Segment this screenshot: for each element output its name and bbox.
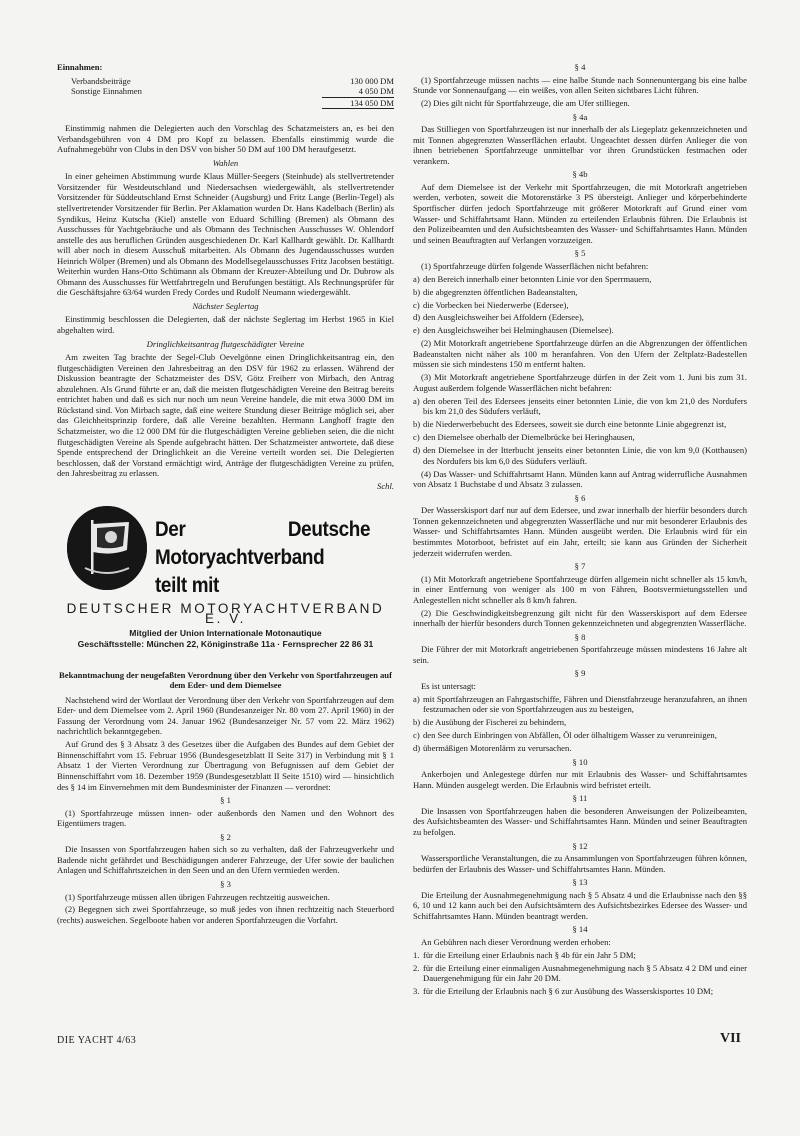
section-number: § 5 bbox=[574, 248, 586, 259]
subheading-wahlen: Wahlen bbox=[212, 157, 239, 168]
paragraph: Die Führer der mit Motorkraft angetriebenen Sportfahrzeuge müssen mindestens 16 Jahre alt sein. bbox=[413, 644, 747, 665]
list-item: b) die Niederwerbebucht des Edersees, soweit sie durch eine betonnte Linie abgegrenzt ist, bbox=[413, 419, 727, 430]
income-row: Verbandsbeiträge 130 000 DM bbox=[71, 75, 394, 86]
banner-title: Der Deutsche Motoryachtverband teilt mit bbox=[155, 517, 371, 597]
list-item: d) übermäßigen Motorenlärm zu verursachen. bbox=[413, 743, 572, 754]
paragraph: (1) Sportfahrzeuge müssen nachts — eine halbe Stunde nach Sonnenuntergang bis eine halbe Stunde vor Sonnenaufgang — ein weißes, von allen Seiten sichtbares Licht führen. bbox=[413, 74, 747, 96]
section-number: § 1 bbox=[220, 795, 231, 806]
paragraph: (1) Sportfahrzeuge müssen innen- oder außenbords den Namen und den Wohnort des Eigentümers tragen. bbox=[57, 807, 394, 829]
left-column bbox=[57, 58, 394, 928]
paragraph: (2) Dies gilt nicht für Sportfahrzeuge, die am Ufer stilliegen. bbox=[421, 98, 630, 109]
paragraph: Der Wasserskisport darf nur auf dem Edersee, und zwar innerhalb der hierfür besonders durch Tonnen gekennzeichneten und abgegrenzten Wasserfläche und nur mit besonderer Erlaubnis des Wasser- und Schiffahrtsamtes Hann. Münden ausgeübt werden. Die Erlaubnis wird für ein bestimmtes Motorboot, befristet auf ein Jahr, erteilt; sie kann aus Gründen der Sicherheit jederzeit widerrufen werden. bbox=[413, 505, 747, 558]
paragraph: Einstimmig beschlossen die Delegierten, daß der nächste Seglertag im Herbst 1965 in Kiel abgehalten wird. bbox=[57, 314, 394, 336]
author-signature: Schl. bbox=[377, 481, 394, 492]
paragraph: Auf dem Diemelsee ist der Verkehr mit Sportfahrzeugen, die mit Motorkraft angetrieben werden, verboten, soweit die Motorenstärke 3 PS übersteigt. Anlieger und körperbehinderte Sportfischer dürfen jedoch Sportfahrzeuge mit größerer Motorkraft auf Grund einer vom Wasser- und Schiffahrtsamt Hann. Münden zu erteilenden Erlaubnis führen. Die Erlaubnis ist den Polizeibeamten und den Aufsichtsbeamten des Wasser- und Schiffahrtsamtes Hann. Münden und seinen Beauftragten auf Verlangen vorzuzeigen. bbox=[413, 181, 747, 245]
section-number: § 4 bbox=[574, 62, 586, 72]
paragraph: An Gebühren nach dieser Verordnung werden erhoben: bbox=[421, 936, 611, 947]
section-number: § 2 bbox=[220, 831, 231, 842]
section-number: § 10 bbox=[572, 756, 588, 767]
paragraph: (2) Die Geschwindigkeitsbegrenzung gilt nicht für den Wasserskisport auf dem Edersee innerhalb der hierfür besonders durch Tonnen gekennzeichneten und abgegrenzten Wasserfläche. bbox=[413, 607, 747, 629]
section-number: § 11 bbox=[572, 793, 588, 804]
list-item: b) die Ausübung der Fischerei zu behindern, bbox=[413, 717, 567, 728]
paragraph: (1) Sportfahrzeuge müssen allen übrigen Fahrzeugen rechtzeitig ausweichen. bbox=[65, 891, 330, 902]
list-item: c) die Vorbecken bei Niederwerbe (Edersee), bbox=[413, 299, 569, 310]
section-number: § 6 bbox=[574, 492, 586, 503]
right-column bbox=[413, 62, 747, 999]
organization-address: Geschäftsstelle: München 22, Königinstraße 11a · Fernsprecher 22 86 31 bbox=[77, 638, 374, 649]
paragraph: Nachstehend wird der Wortlaut der Verordnung über den Verkehr von Sportfahrzeugen auf dem Eder- und dem Diemelsee vom 2. April 1960 (Bundesanzeiger Nr. 80 vom 27. April 1960) in der Fassung der Verordnung vom 24. Januar 1962 (Bundesanzeiger Nr. 57 vom 22. März 1962) nachrichtlich bekanntgegeben. bbox=[57, 694, 394, 737]
subheading-dringlichkeit: Dringlichkeitsantrag flutgeschädigter Vereine bbox=[146, 338, 305, 349]
paragraph: (1) Sportfahrzeuge dürfen folgende Wasserflächen nicht befahren: bbox=[421, 260, 649, 271]
announcement-title: Bekanntmachung der neugefaßten Verordnung über den Verkehr von Sportfahrzeugen auf dem Eder- und dem Diemelsee bbox=[59, 669, 392, 691]
section-number: § 14 bbox=[572, 924, 588, 935]
income-total-row: 134 050 DM bbox=[57, 97, 394, 110]
organization-name: DEUTSCHER MOTORYACHTVERBAND E. V. bbox=[66, 600, 385, 627]
paragraph: (4) Das Wasser- und Schiffahrtsamt Hann. Münden kann auf Antrag widerrufliche Ausnahmen von Absatz 1 Buchstabe d und Absatz 3 zulassen. bbox=[413, 468, 747, 490]
paragraph: Die Insassen von Sportfahrzeugen haben sich so zu verhalten, daß der Fahrzeugverkehr und Badende nicht gefährdet und Beschädigungen anderer Fahrzeuge, der Ufer sowie der baulichen Anlagen und Schiffahrtszeichen in den Seen und an den Ufern vermieden werden. bbox=[57, 844, 394, 876]
paragraph: (2) Begegnen sich zwei Sportfahrzeuge, so muß jedes von ihnen rechtzeitig nach Steuerbord (rechts) ausweichen. Segelboote haben vor anderen Sportfahrzeugen die Vorfahrt. bbox=[57, 904, 394, 925]
paragraph: Es ist untersagt: bbox=[421, 680, 476, 691]
list-item: b) die abgegrenzten öffentlichen Badeanstalten, bbox=[413, 286, 578, 297]
list-item: a) mit Sportfahrzeugen an Fahrgastschiffe, Fähren und Dienstfahrzeuge heranzufahren, an ihnen festzumachen oder sie von Sportfahrzeugen aus zu besteigen, bbox=[413, 693, 747, 715]
list-item: a) den oberen Teil des Edersees jenseits einer betonnten Linie, die von km 21,0 des Nordufers bis km 21,0 des Südufers verläuft, bbox=[413, 395, 747, 417]
list-item: c) den See durch Einbringen von Abfällen, Öl oder ölhaltigem Wasser zu verunreinigen, bbox=[413, 730, 717, 741]
dmyv-banner bbox=[57, 504, 394, 598]
section-number: § 13 bbox=[572, 877, 588, 888]
list-item: d) den Diemelsee in der Itterbucht jenseits einer betonnten Linie, die von km 9,0 (Kotthausen) des Nordufers bis km 6,0 des Südufers verläuft. bbox=[413, 445, 747, 466]
paragraph: (1) Mit Motorkraft angetriebene Sportfahrzeuge dürfen allgemein nicht schneller als 15 km/h, in einer Entfernung von weniger als 100 m von Fähren, Bootsvermietungsstellen und Anlegestellen nicht schneller als 8 km/h fahren. bbox=[413, 573, 747, 605]
subheading-seglertag: Nächster Seglertag bbox=[192, 300, 259, 311]
list-item: 3. für die Erteilung der Erlaubnis nach § 6 zur Ausübung des Wasserskisportes 10 DM; bbox=[413, 986, 714, 997]
paragraph: In einer geheimen Abstimmung wurde Klaus Müller-Seegers (Steinhude) als stellvertretender Vorsitzender für Westdeutschland und Niedersachsen wiedergewählt, als stellvertretender Vorsitzender für Süddeutschland Ernst Schneider (Augsburg) und Fritz Lange (Berlin-Tegel) als stellvertretender Vorsitzender für Berlin. Per Aklamation wurden Dr. Hans Kadelbach (Berlin) als Syndikus, Heinz Kutscha (Kiel) anstelle von Eduard Schilling (Bremen) als Obmann des Ausschusses für Yachtgebräuche und als Obmann des Technischen Ausschusses W. Ohlendorf anstelle des aus beruflichen Gründen ausgeschiedenen Dr. Karl Kallhardt gewählt. Dr. Kallhardt will aber noch in diesem Ausschuß mitarbeiten. Als Obmann des Jugendausschusses wurden Heinrich Wölper (Bremen) und als Obmann des Modellsegelausschusses Fritz Jacobsen bestätigt. Weiterhin wurden Hans-Otto Schümann als Obmann der Kreuzer-Abteilung und Dr. Dubrow als Obmann des Ausschusses für Wettfahrtregeln und Berufungen bestätigt. Als Rechnungsprüfer für die Geschäftsjahre 63/64 wurden Fredy Cordes und Rudolf Neumann wiedergewählt. bbox=[57, 171, 394, 298]
paragraph: Die Erteilung der Ausnahmegenehmigung nach § 5 Absatz 4 und die Erlaubnisse nach den §§ 6, 10 und 12 kann auch bei den Aufsichtsämtern des Aufsichtsbezirkes Edersee des Wasser- und Schiffahrtsamtes Hann. Münden beantragt werden. bbox=[413, 889, 747, 921]
paragraph: (3) Mit Motorkraft angetriebene Sportfahrzeuge dürfen in der Zeit vom 1. Juni bis zum 31. August außerdem folgende Wasserflächen nicht befahren: bbox=[413, 372, 747, 393]
bleed-through-margin bbox=[395, 10, 409, 1060]
list-item: 1. für die Erteilung einer Erlaubnis nach § 4b für ein Jahr 5 DM; bbox=[413, 949, 636, 960]
dmyv-logo bbox=[67, 506, 147, 590]
page-number: VII bbox=[720, 1031, 742, 1046]
section-number: § 12 bbox=[572, 840, 588, 851]
paragraph: Am zweiten Tag brachte der Segel-Club Oevelgönne einen Dringlichkeitsantrag ein, den flutgeschädigten Vereinen den Jahresbeitrag an den DSV für 1962 zu erlassen. Während der Diskussion beantragte der Schatzmeister des DSV, Götz Freiherr von Mirbach, den Antrag abzulehnen. Als Grund führte er an, daß die meisten flutgeschädigten Vereine den Beitrag bereits entrichtet haben und daß es sich nur noch um neun Vereine handele, die mit etwa 3000 DM im Rückstand sind. Von Mirbach sagte, daß eine weitere Stundung dieser Beiträge möglich sei, aber das Gleichheitsprinzip fordere, daß alle Vereine bezahlten. Hermann Langhoff fragte den Schatzmeister, wo die 12 000 DM für die flutgeschädigten Vereine geblieben seien, die die nicht flutgeschädigten Vereine als Spende aufgebracht hätten. Der Schatzmeister antwortete, daß diese Spende entsprechend der Dringlichkeit an die Vereine verteilt worden sei. Die Delegierten beschlossen, daß der Vorstand ermächtigt wird, Anträge der flutgeschädigten Vereine zu prüfen, den Jahresbeitrag zu erlassen. bbox=[57, 352, 394, 479]
section-number: § 4b bbox=[572, 169, 588, 180]
paragraph: Die Insassen von Sportfahrzeugen haben die besonderen Anweisungen der Polizeibeamten, des Aufsichtsbeamten des Wasser- und Schiffahrtsamtes Hann. Münden und seiner Beauftragten zu befolgen. bbox=[413, 805, 747, 838]
section-number: § 9 bbox=[574, 668, 586, 679]
paragraph: (2) Mit Motorkraft angetriebene Sportfahrzeuge dürfen an die Abgrenzungen der öffentlichen Badeanstalten nicht näher als 100 m heranfahren. Von den Ufern der Zeltplatz-Badestellen müssen sie sich mindestens 150 m entfernt halten. bbox=[413, 338, 747, 370]
income-heading: Einnahmen: bbox=[57, 62, 103, 72]
paragraph: Ankerbojen und Anlegestege dürfen nur mit Erlaubnis des Wasser- und Schiffahrtsamtes Hann. Münden ausgelegt werden. Die Erlaubnis wird befristet erteilt. bbox=[413, 769, 747, 790]
section-number: § 7 bbox=[574, 561, 586, 572]
section-number: § 4a bbox=[572, 111, 588, 122]
list-item: e) den Ausgleichsweiher bei Helminghausen (Diemelsee). bbox=[413, 325, 614, 336]
paragraph: Einstimmig nahmen die Delegierten auch den Vorschlag des Schatzmeisters an, es bei den Verbandsgebühren von 4 DM pro Kopf zu belassen. Ebenfalls einstimmig wurde die Aufnahmegebühr von Clubs in den DSV von bisher 50 DM auf 100 DM heraufgesetzt. bbox=[57, 123, 394, 155]
list-item: c) den Diemelsee oberhalb der Diemelbrücke bei Heringhausen, bbox=[413, 432, 635, 443]
income-table bbox=[57, 76, 394, 110]
list-item: 2. für die Erteilung einer einmaligen Ausnahmegenehmigung nach § 5 Absatz 4 2 DM und einer Dauergenehmigung für ein Jahr 20 DM. bbox=[413, 962, 747, 984]
section-number: § 8 bbox=[574, 631, 586, 642]
income-row: Sonstige Einnahmen 4 050 DM bbox=[71, 86, 394, 97]
paragraph: Das Stilliegen von Sportfahrzeugen ist nur innerhalb der als Liegeplatz gekennzeichneten und mit Tonnen abgegrenzten Wasserflächen erlaubt. Ungeachtet dessen dürfen Anlieger die von ihnen betriebenen Sportfahrzeuge unmittelbar vor ihren Grundstücken festmachen oder verankern. bbox=[413, 124, 747, 166]
section-number: § 3 bbox=[220, 878, 231, 889]
paragraph: Wassersportliche Veranstaltungen, die zu Ansammlungen von Sportfahrzeugen führen können, bedürfen der Erlaubnis des Wasser- und Schiffahrtsamtes Hann. Münden. bbox=[413, 853, 747, 874]
list-item: a) den Bereich innerhalb einer betonnten Linie vor den Sperrmauern, bbox=[413, 273, 652, 284]
organization-membership: Mitglied der Union Internationale Motonautique bbox=[129, 627, 322, 638]
footer-publication: DIE YACHT 4/63 bbox=[57, 1035, 137, 1046]
list-item: d) den Ausgleichsweiher bei Affoldern (Edersee), bbox=[413, 312, 584, 323]
paragraph: Auf Grund des § 3 Absatz 3 des Gesetzes über die Aufgaben des Bundes auf dem Gebiet der Binnenschiffahrt vom 15. Februar 1956 (Bundesgesetzblatt II Seite 317) in Verbindung mit § 1 Absatz 1 der Vierten Verordnung zur Übertragung von Befugnissen auf dem Gebiet der Binnenschiffahrt vom 18. Dezember 1959 (Bundesgesetzblatt II Seite 1510) wird — hinsichtlich des § 14 im Einvernehmen mit dem Bundesminister der Finanzen — verordnet: bbox=[57, 739, 394, 792]
